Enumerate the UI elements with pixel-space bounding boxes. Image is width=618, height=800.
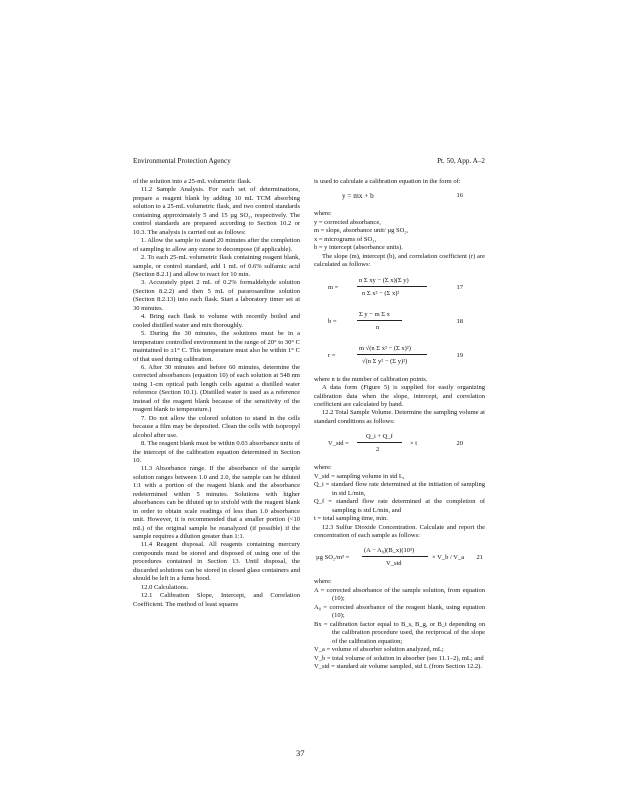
paragraph: 7. Do not allow the colored solution to stand in the cells because a film may be deposited. Clean the cells with isopropyl alcohol after use.	[133, 414, 300, 439]
numerator: (A − A₀)(B_x)(10³)	[364, 547, 415, 555]
paragraph: 3. Accurately pipet 2 mL of 0.2% formaldehyde solution (Section 8.2.2) and then 5 mL of pararosaniline solution (Section 8.2.13) into each flask. Start a laboratory timer set at 30 minutes.	[133, 279, 300, 312]
paragraph: where n is the number of calibration points.	[314, 375, 428, 383]
denominator: √(n Σ y² − (Σ y)²)	[362, 357, 408, 365]
definition-item: A₀ = corrected absorbance of the reagent blank, using equation (10);	[314, 603, 485, 620]
paragraph: 5. During the 30 minutes, the solutions must be in a temperature controlled environment in the range of 20° to 30° C maintained to ±1° C. This temperature must also be within 1° C of that used during calibration.	[133, 330, 300, 363]
equation-tail: × t	[410, 440, 418, 448]
numerator: n Σ xy − (Σ x)(Σ y)	[359, 276, 409, 284]
definition-item: b = y intercept (absorbance units).	[314, 244, 403, 252]
fraction-bar	[357, 442, 402, 443]
paragraph: 11.4 Reagent disposal. All reagents containing mercury compounds must be stored and disposed of using one of the procedures contained in Section 13. Until disposal, the discarded solutions can be stored in closed glass containers and should be left in a fume hood.	[133, 541, 300, 583]
denominator: n Σ x² − (Σ x)²	[362, 289, 400, 297]
equation-number: 21	[476, 554, 483, 562]
equation-lhs: b =	[328, 317, 337, 325]
right-column	[314, 178, 485, 671]
where-label: where:	[314, 464, 332, 472]
fraction-bar	[357, 320, 402, 321]
header-section: Pt. 50, App. A–2	[437, 157, 485, 165]
paragraph: 6. After 30 minutes and before 60 minutes, determine the corrected absorbances (equation 10) of each solution at 548 nm using 1-cm optical path length cells against a distilled water reference (Section 10.1). (Distilled water is used as a reference instead of the reagent blank because of the sensitivity of the reagent blank to temperature.)	[133, 363, 300, 414]
page-number: 37	[296, 748, 305, 758]
definition-item: V_std = standard air volume sampled, std L (from Section 12.2).	[314, 662, 482, 670]
fraction-bar	[362, 556, 428, 557]
definition-item: Q_i = standard flow rate determined at the initiation of sampling in std L/min,	[314, 481, 485, 497]
equation-body: y = mx + b	[342, 192, 374, 201]
numerator: Q_i + Q_f	[366, 433, 393, 441]
equation-19	[314, 342, 485, 372]
equation-tail: × V_b / V_a	[432, 554, 465, 562]
equation-number: 19	[456, 351, 463, 359]
definition-item: V_b = total volume of solution in absorber (see 11.1–2), mL; and	[314, 654, 484, 662]
paragraph: 12.3 Sulfur Dioxide Concentration. Calculate and report the concentration of each sample as follows:	[314, 523, 485, 539]
left-column	[133, 178, 300, 609]
header-agency: Environmental Protection Agency	[133, 157, 231, 165]
denominator: n	[376, 323, 380, 331]
denominator: 2	[376, 446, 380, 454]
where-label: where:	[314, 578, 332, 586]
numerator: Σ y − m Σ x	[359, 310, 390, 318]
paragraph: 1. Allow the sample to stand 20 minutes after the completion of sampling to allow any ozone to decompose (if applicable).	[133, 237, 300, 253]
equation-number: 16	[456, 192, 463, 200]
definition-item: t = total sampling time, min.	[314, 515, 388, 523]
denominator: V_std	[386, 560, 402, 568]
equation-16	[314, 191, 485, 205]
equation-21	[314, 544, 485, 574]
fraction-bar	[357, 354, 427, 355]
paragraph: The slope (m), intercept (b), and correlation coefficient (r) are calculated as follows:	[314, 252, 485, 269]
paragraph: 11.3 Absorbance range. If the absorbance of the sample solution ranges between 1.0 and 2.0, the sample can be diluted 1:1 with a portion of the reagent blank and the absorbance redetermined within 5 minutes. Solutions with higher absorbances can be diluted up to sixfold with the reagent blank in order to obtain scale readings of less than 1.0 absorbance unit. However, it is recommended that a smaller portion (<10 mL) of the original sample be reanalyzed (if possible) if the sample requires a dilution greater than 1:1.	[133, 465, 300, 541]
definition-item: V_a = volume of absorber solution analyzed, mL;	[314, 646, 444, 654]
fraction-bar	[357, 286, 427, 287]
paragraph: of the solution into a 25-mL volumetric flask.	[133, 178, 252, 185]
equation-lhs: V_std =	[328, 440, 349, 448]
definition-item: Q_f = standard flow rate determined at the completion of sampling is std L/min, and	[314, 498, 485, 514]
paragraph: is used to calculate a calibration equation in the form of:	[314, 178, 461, 185]
equation-number: 17	[456, 283, 463, 291]
equation-18	[314, 308, 485, 338]
where-label: where:	[314, 210, 332, 218]
paragraph: 11.2 Sample Analysis. For each set of determinations, prepare a reagent blank by adding 10 mL TCM absorbing solution to a 25-mL volumetric flask, and two control standards containing approximately 5 and 15 µg SO₂, respectively. The control standards are prepared according to Section 10.2 or 10.3. The analysis is carried out as follows:	[133, 186, 300, 236]
paragraph: 4. Bring each flask to volume with recently boiled and cooled distilled water and mix thoroughly.	[133, 313, 300, 329]
definition-item: Bx = calibration factor equal to B_s, B_g, or B_t depending on the calibration procedure used, the reciprocal of the slope of the calibration equation;	[314, 620, 485, 645]
section-heading: 12.0 Calculations.	[141, 583, 189, 591]
numerator: m √(n Σ x² − (Σ x)²)	[359, 344, 411, 352]
equation-lhs: m =	[328, 283, 339, 291]
equation-lhs: µg SO₂/m³ =	[316, 554, 350, 562]
definition-item: m = slope, absorbance unit/ µg SO₂,	[314, 227, 409, 235]
definition-item: V_std = sampling volume in std L,	[314, 472, 405, 480]
definition-item: y = corrected absorbance,	[314, 218, 381, 226]
equation-lhs: r =	[328, 351, 336, 359]
paragraph: A data form (Figure 5) is supplied for easily organizing calibration data when the slope, intercept, and correlation coefficient are calculated by hand.	[314, 384, 485, 408]
paragraph: 12.1 Calibration Slope, Intercept, and Correlation Coefficient. The method of least squares	[133, 592, 300, 608]
equation-17	[314, 274, 485, 304]
equation-20	[314, 430, 485, 460]
running-header	[133, 157, 485, 169]
equation-number: 18	[456, 317, 463, 325]
paragraph: 8. The reagent blank must be within 0.03 absorbance units of the intercept of the calibration equation determined in Section 10.	[133, 440, 300, 464]
equation-number: 20	[456, 440, 463, 448]
definition-item: A = corrected absorbance of the sample solution, from equation (10);	[314, 586, 485, 603]
paragraph: 2. To each 25-mL volumetric flask containing reagent blank, sample, or control standard, add 1 mL of 0.6% sulfamic acid (Section 8.2.1) and allow to react for 10 min.	[133, 254, 300, 278]
definition-item: x = micrograms of SO₂,	[314, 235, 377, 243]
paragraph: 12.2 Total Sample Volume. Determine the sampling volume at standard conditions as follows:	[314, 409, 485, 425]
